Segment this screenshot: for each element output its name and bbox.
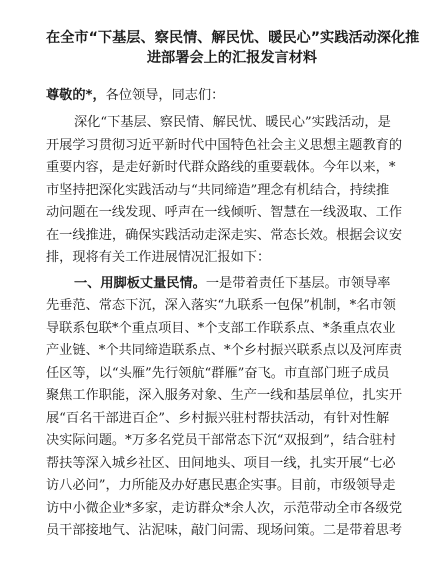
- intro-line: 市坚持把深化实践活动与“共同缔造”理念有机结合，持续推: [46, 182, 390, 198]
- salutation-audience: 各位领导，同志们：: [105, 88, 225, 103]
- section-1-line: 展“百名干部进百企”、乡村振兴驻村帮扶活动，有针对性解: [46, 410, 390, 426]
- section-1-paragraph: [46, 273, 420, 543]
- section-1-line: 聚焦工作职能，深入服务对象、生产一线和基层单位，扎实开: [46, 388, 403, 403]
- intro-line: 排，现将有关工作进展情况汇报如下：: [46, 250, 271, 265]
- intro-line: 动问题在一线发现、呼声在一线倾听、智慧在一线汲取、工作: [46, 205, 403, 220]
- section-1-line: 员干部接地气、沾泥味，敲门问需、现场问策。二是带着思考: [46, 523, 403, 538]
- section-1-first-line: [46, 273, 420, 296]
- title-line-1: 在全市“下基层、察民情、解民忧、暖民心”实践活动深化推: [46, 30, 420, 46]
- salutation: [46, 86, 420, 106]
- section-1-line: 导联系包联*个重点项目、*个支部工作联系点、*条重点农业: [46, 320, 396, 336]
- section-1-heading: 一、用脚板丈量民情。: [74, 275, 206, 291]
- intro-line: 深化“下基层、察民情、解民忧、暖民心”实践活动，是: [74, 115, 391, 130]
- intro-line: 重要内容，是走好新时代群众路线的重要载体。今年以来，*: [46, 160, 396, 175]
- section-1-line: 产业链、*个共同缔造联系点、*个乡村振兴联系点以及河库责: [46, 343, 403, 358]
- intro-line: 在一线推进，确保实践活动走深走实、常态长效。根据会议安: [46, 227, 403, 243]
- section-1-line: 帮扶等深入城乡社区、田间地头、项目一线，扎实开展“七必: [46, 455, 396, 471]
- section-1-line: 访八必问”，力所能及办好惠民惠企实事。目前，市级领导走: [46, 478, 396, 493]
- intro-paragraph: [46, 112, 420, 270]
- section-1-line: 决实际问题。*万多名党员干部常态下沉“双报到”，结合驻村: [46, 433, 396, 448]
- section-1-line: 先垂范、常态下沉，深入落实“九联系一包保”机制，*名市领: [46, 298, 396, 313]
- section-1-line: 任区等，以“头雁”先行领航“群雁”奋飞。市直部门班子成员: [46, 365, 390, 381]
- section-1-lead: 一是带着责任下基层。市领导率: [205, 275, 391, 291]
- section-1-line: 访中小微企业*多家，走访群众*余人次，示范带动全市各级党: [46, 500, 403, 516]
- title-line-2: 进部署会上的汇报发言材料: [146, 50, 318, 66]
- intro-line: 开展学习贯彻习近平新时代中国特色社会主义思想主题教育的: [46, 137, 403, 153]
- document-title: [46, 28, 420, 68]
- salutation-greeting: 尊敬的*，: [46, 88, 106, 103]
